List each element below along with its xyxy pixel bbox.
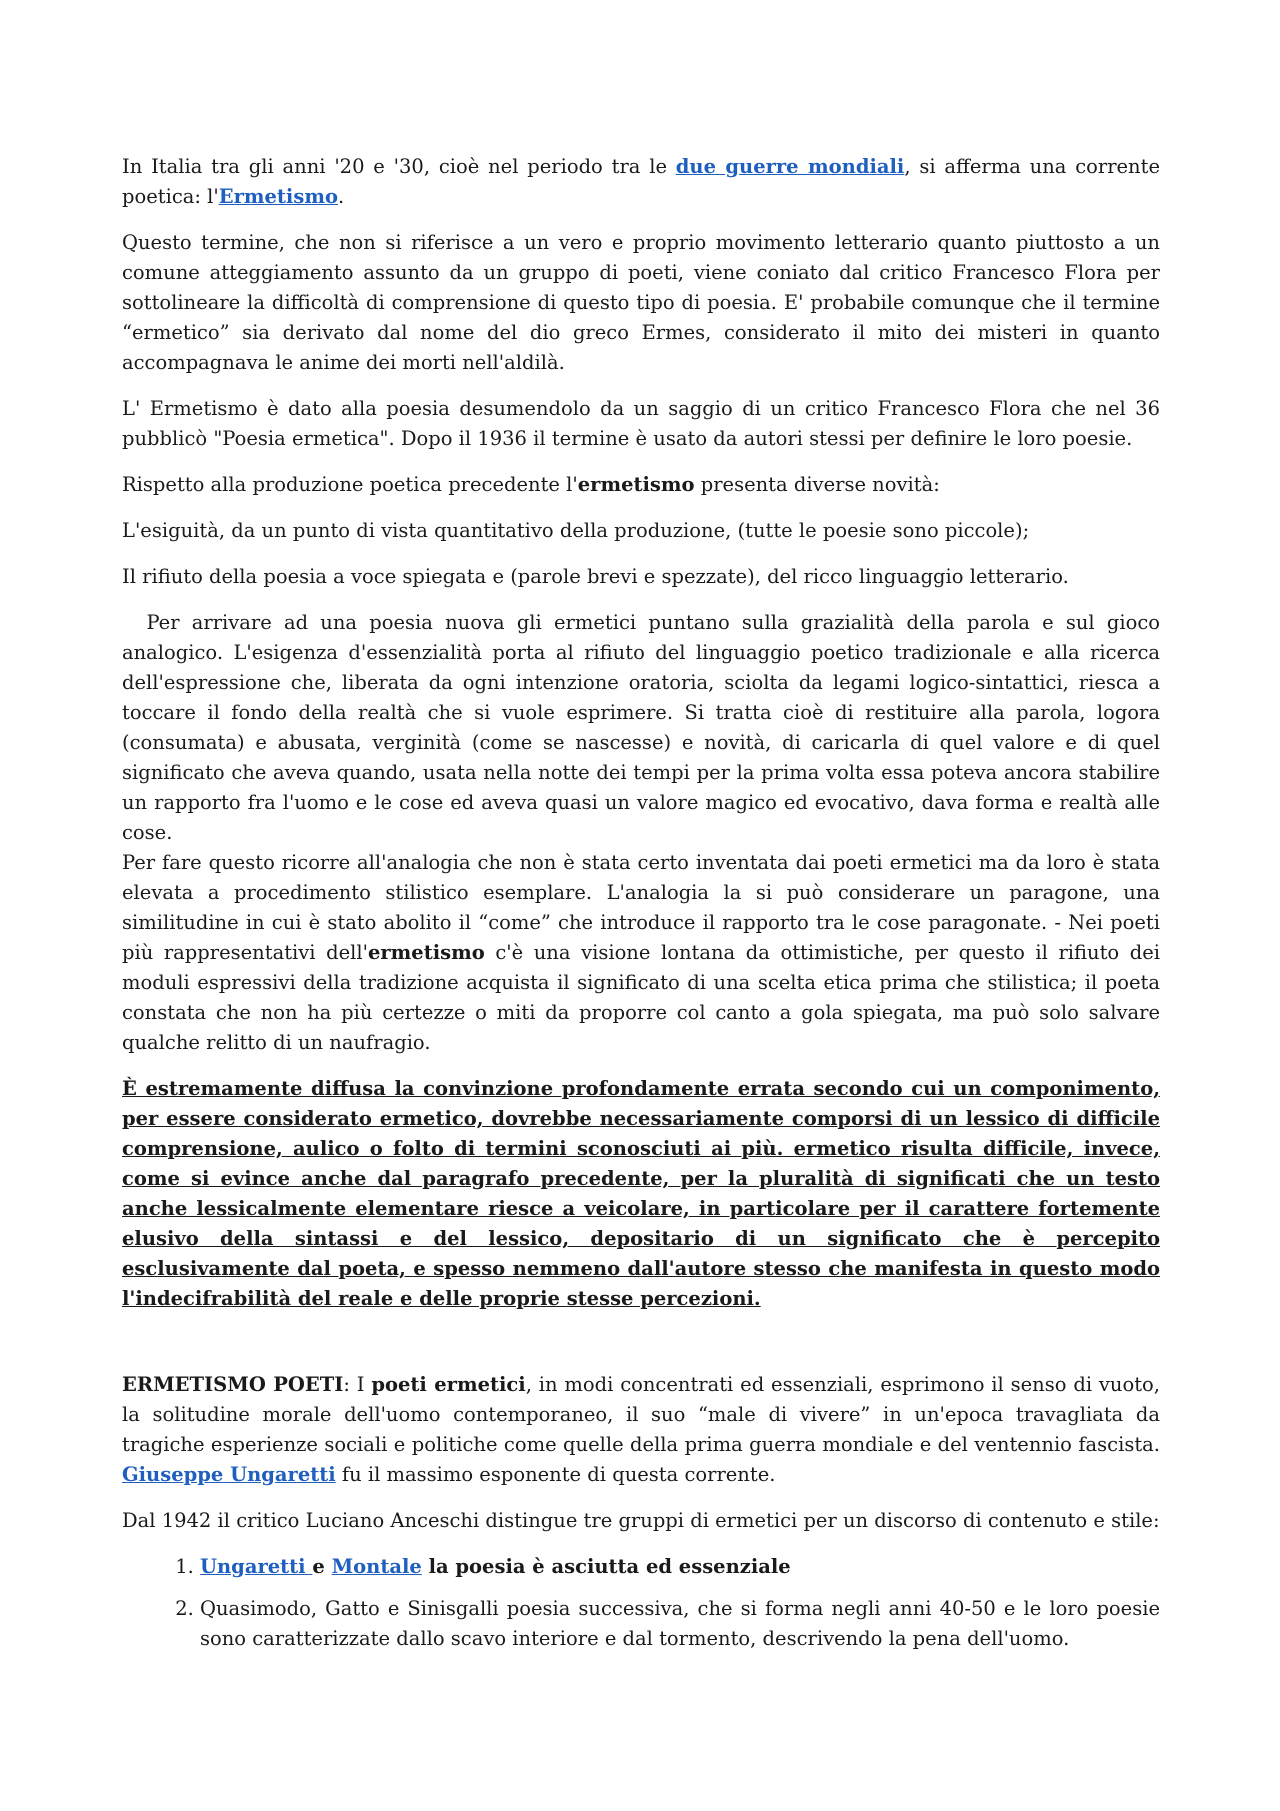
paragraph-convinzione: È estremamente diffusa la convinzione profondamente errata secondo cui un componimento, per essere considerato ermetico, dovrebbe necessariamente comporsi di un lessico di difficile comprensione, aulico o folto di termini sconosciuti ai più. ermetico risulta difficile, invece, come si evince anche dal paragrafo precedente, per la pluralità di significati che un testo anche lessicalmente elementare riesce a veicolare, in particolare per il carattere fortemente elusivo della sintassi e del lessico, depositario di un significato che è percepito esclusivamente dal poeta, e spesso nemmeno dall'autore stesso che manifesta in questo modo l'indecifrabilità del reale e delle proprie stesse percezioni. [122,1077,1160,1310]
poeti-text-3: fu il massimo esponente di questa corrente. [335,1463,776,1486]
paragraph-rispetto [122,470,1160,500]
paragraph-termine: Questo termine, che non si riferisce a un vero e proprio movimento letterario quanto piuttosto a un comune atteggiamento assunto da un gruppo di poeti, viene coniato dal critico Francesco Flora per sottolineare la difficoltà di comprensione di questo tipo di poesia. E' probabile comunque che il termine “ermetico” sia derivato dal nome del dio greco Ermes, considerato il mito dei misteri in quanto accompagnava le anime dei morti nell'aldilà. [122,231,1160,374]
rispetto-text-1: Rispetto alla produzione poetica precedente l' [122,473,578,496]
intro-paragraph [122,152,1160,212]
analogia-part-2: Per fare questo ricorre all'analogia che non è stata certo inventata dai poeti ermetici ma da loro è stata elevata a procedimento stilistico esemplare. L'analogia la si può considerare un paragone, una similitudine in cui è stato abolito il “come” che introduce il rapporto tra le cose paragonate. - Nei poeti più rappresentativi dell' [122,851,1167,964]
paragraph-rifiuto: Il rifiuto della poesia a voce spiegata e (parole brevi e spezzate), del ricco linguaggio letterario. [122,565,1069,588]
paragraph-esiguita: L'esiguità, da un punto di vista quantitativo della produzione, (tutte le poesie sono piccole); [122,519,1030,542]
poeti-heading: ERMETISMO POETI [122,1373,344,1396]
analogia-bold: ermetismo [367,941,485,964]
rispetto-bold: ermetismo [577,473,695,496]
paragraph-anceschi: Dal 1942 il critico Luciano Anceschi distingue tre gruppi di ermetici per un discorso di contenuto e stile: [122,1509,1160,1532]
paragraph-poeti [122,1370,1160,1490]
rispetto-text-2: presenta diverse novità: [694,473,940,496]
list-item-1-text-2: la poesia è asciutta ed essenziale [421,1555,791,1578]
analogia-part-1: Per arrivare ad una poesia nuova gli ermetici puntano sulla grazialità della parola e sul gioco analogico. L'esigenza d'essenzialità porta al rifiuto del linguaggio poetico tradizionale e alla ricerca dell'espressione che, liberata da ogni intenzione oratoria, sciolta da legami logico-sintattici, riesca a toccare il fondo della realtà che si vuole esprimere. Si tratta cioè di restituire alla parola, logora (consumata) e abusata, verginità (come se nascesse) e novità, di caricarla di quel valore e di quel significato che aveva quando, usata nella notte dei tempi per la prima volta essa poteva ancora stabilire un rapporto fra l'uomo e le cose ed aveva quasi un valore magico ed evocativo, dava forma e realtà alle cose. [122,611,1167,844]
paragraph-analogia [122,608,1167,1058]
spacer [122,1330,1160,1370]
intro-text-2: , si afferma una corrente poetica: l' [122,155,1160,208]
list-item: 2. Quasimodo, Gatto e Sinisgalli poesia successiva, che si forma negli anni 40-50 e le loro poesie sono caratterizzate dallo scavo interiore e dal tormento, descrivendo la pena dell'uomo. [200,1594,1160,1654]
link-due-guerre-mondiali[interactable]: due guerre mondiali [675,155,905,178]
poeti-text-2: , in modi concentrati ed essenziali, esprimono il senso di vuoto, la solitudine morale dell'uomo contemporaneo, il suo “male di vivere” in un'epoca travagliata da tragiche esperienze sociali e politiche come quelle della prima guerra mondiale e del ventennio fascista. [122,1373,1160,1456]
intro-text-1: In Italia tra gli anni '20 e '30, cioè nel periodo tra le [122,155,676,178]
link-ungaretti[interactable]: Ungaretti [200,1555,313,1578]
analogia-part-3: c'è una visione lontana da ottimistiche, per questo il rifiuto dei moduli espressivi della tradizione acquista il significato di una scelta etica prima che stilistica; il poeta constata che non ha più certezze o miti da proporre col canto a gola spiegata, ma può solo salvare qualche relitto di un naufragio. [122,941,1167,1054]
link-giuseppe-ungaretti[interactable]: Giuseppe Ungaretti [122,1463,336,1486]
poeti-bold: poeti ermetici [371,1373,526,1396]
intro-text-3: . [337,185,345,208]
list-item [200,1552,1160,1582]
link-ermetismo[interactable]: Ermetismo [218,185,338,208]
groups-list [122,1552,1160,1654]
link-montale[interactable]: Montale [331,1555,422,1578]
list-item-1-text-1: e [312,1555,332,1578]
poeti-text-1: : I [343,1373,372,1396]
paragraph-flora: L' Ermetismo è dato alla poesia desumendolo da un saggio di un critico Francesco Flora che nel 36 pubblicò "Poesia ermetica". Dopo il 1936 il termine è usato da autori stessi per definire le loro poesie. [122,397,1160,450]
